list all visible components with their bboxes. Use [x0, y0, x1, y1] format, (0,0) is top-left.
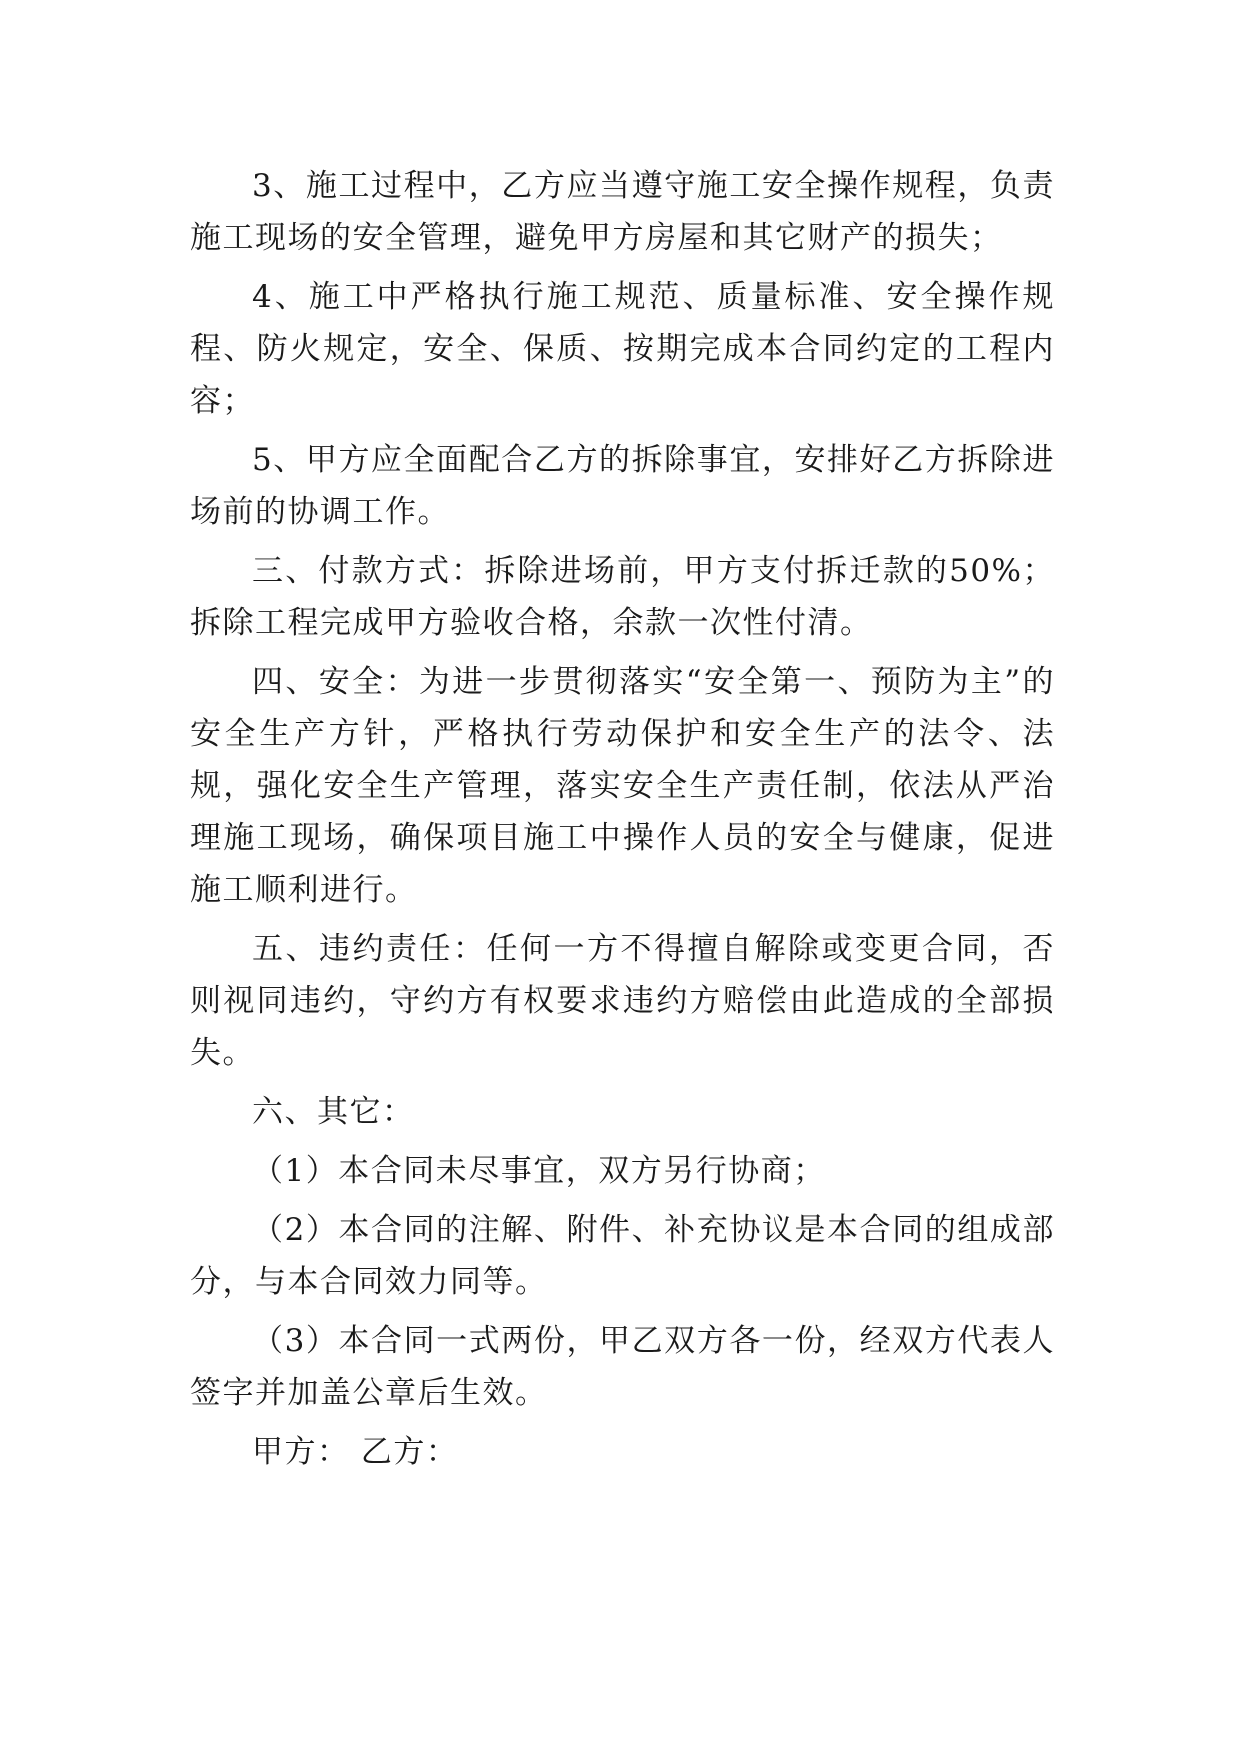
section-other-heading: 六、其它：: [252, 1094, 415, 1130]
party-b-label: 乙方：: [360, 1434, 459, 1470]
signature-line: [190, 1426, 1055, 1478]
clause-3-construction-safety: 3、施工过程中，乙方应当遵守施工安全操作规程，负责施工现场的安全管理，避免甲方房屋和其它财产的损失；: [190, 168, 1055, 256]
other-item-1: （1）本合同未尽事宜，双方另行协商；: [252, 1153, 826, 1189]
other-item-3: （3）本合同一式两份，甲乙双方各一份，经双方代表人签字并加盖公章后生效。: [190, 1323, 1055, 1411]
other-item-2: （2）本合同的注解、附件、补充协议是本合同的组成部分，与本合同效力同等。: [190, 1212, 1055, 1300]
clause-4-construction-standards: 4、施工中严格执行施工规范、质量标准、安全操作规程、防火规定，安全、保质、按期完成本合同约定的工程内容；: [190, 279, 1055, 419]
document-body: [190, 160, 1055, 1478]
section-payment-method: 三、付款方式：拆除进场前，甲方支付拆迁款的50%；拆除工程完成甲方验收合格，余款一次性付清。: [190, 553, 1055, 641]
section-safety: 四、安全：为进一步贯彻落实“安全第一、预防为主”的安全生产方针，严格执行劳动保护和安全生产的法令、法规，强化安全生产管理，落实安全生产责任制，依法从严治理施工现场，确保项目施工中操作人员的安全与健康，促进施工顺利进行。: [190, 664, 1055, 908]
section-breach-liability: 五、违约责任：任何一方不得擅自解除或变更合同，否则视同违约，守约方有权要求违约方赔偿由此造成的全部损失。: [190, 931, 1055, 1071]
party-a-label: 甲方：: [252, 1434, 350, 1470]
clause-5-party-a-cooperation: 5、甲方应全面配合乙方的拆除事宜，安排好乙方拆除进场前的协调工作。: [190, 442, 1055, 530]
